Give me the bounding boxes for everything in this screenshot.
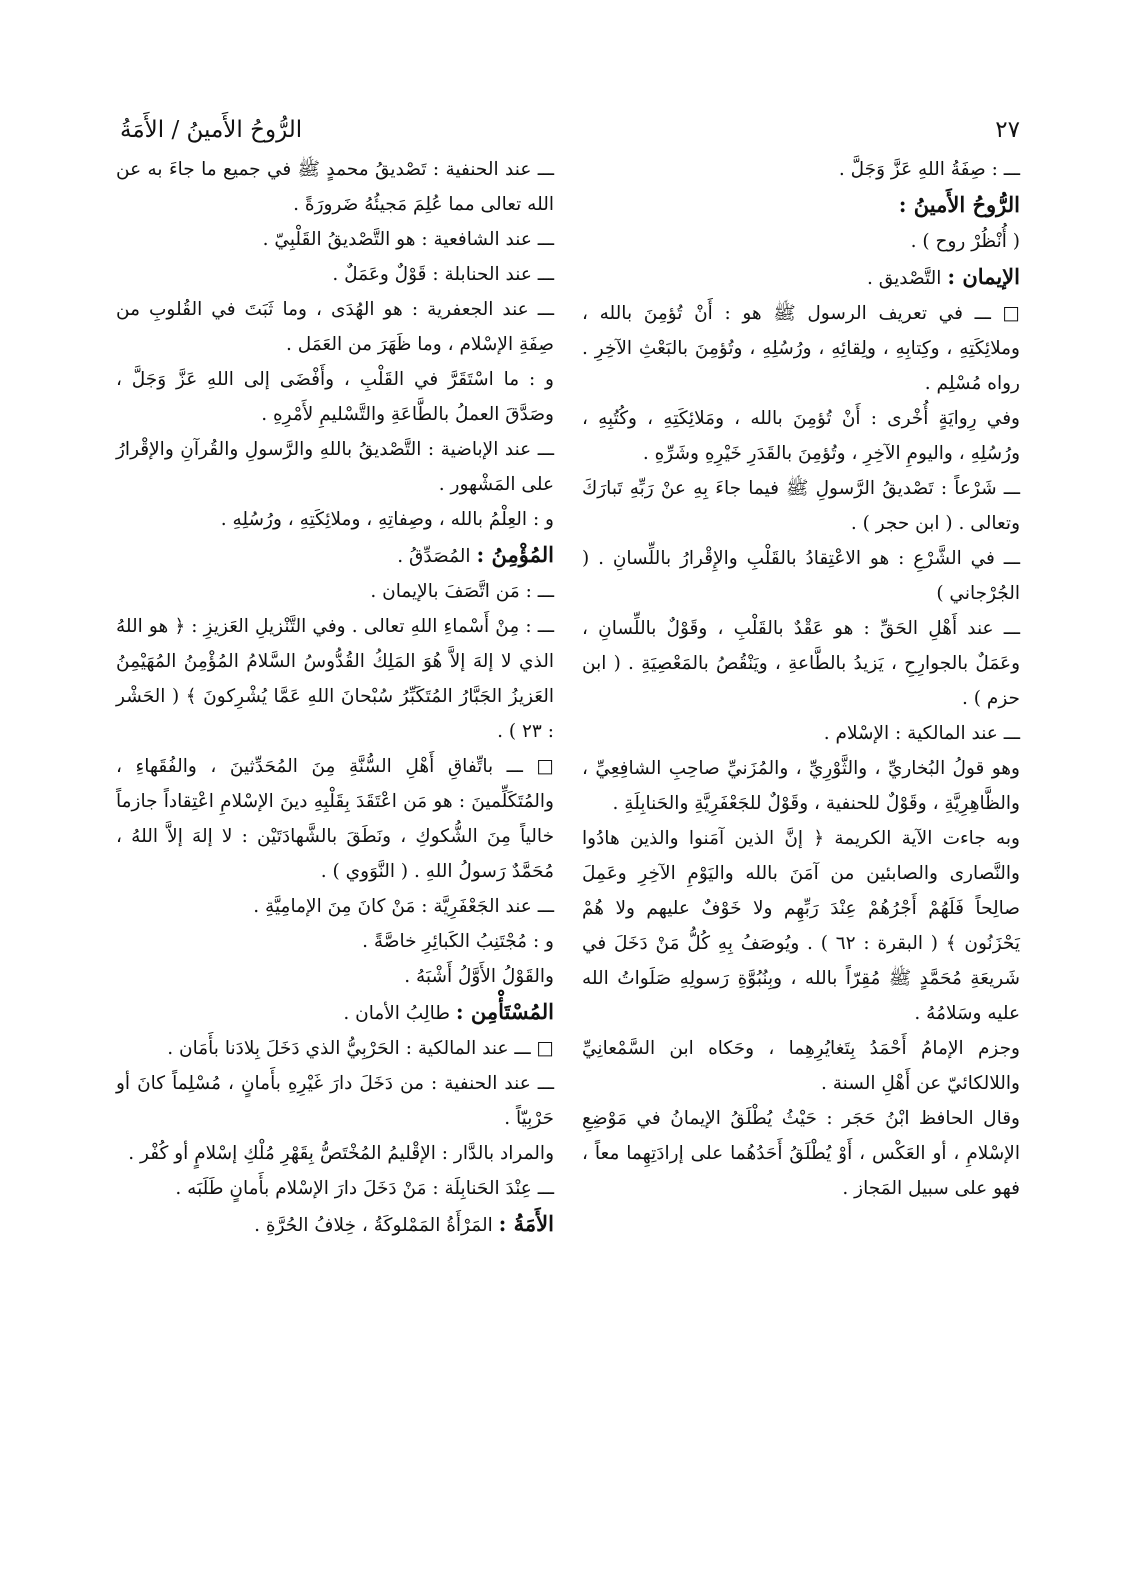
paragraph: والمراد بالدَّار : الإقْليمُ المُخْتَصُّ بِقَهْرِ مُلْكِ إسْلامٍ أو كُفْر . — [128, 1143, 554, 1164]
dictionary-entry — [582, 259, 1020, 296]
dictionary-entry — [116, 1206, 554, 1243]
paragraph: ـــ عند أَهْلِ الحَقِّ : هو عَقْدٌ بالقَلْبِ ، وقَوْلٌ باللِّسانِ ، وعَمَلٌ بالجوارِحِ ، يَزيدُ بالطَّاعةِ ، ويَنْقُصُ بالمَعْصِيَةِ . ( ابن حزم ) . — [582, 618, 1020, 709]
page-number: ٢٧ — [995, 117, 1020, 143]
paragraph: وفي رِوايَةٍ أُخْرى : أَنْ تُؤمِنَ بالله ، ومَلائِكَتِهِ ، وكُتُبِهِ ، ورُسُلِهِ ، واليومِ الآخِرِ ، وتُؤمِنَ بالقَدَرِ خَيْرِهِ وشَرِّهِ . — [582, 408, 1020, 464]
paragraph: وقال الحافظ ابْنُ حَجَر : حَيْثُ يُطْلَقُ الإيمانُ في مَوْضِعِ الإسْلامِ ، أو العَكْس ، أَوْ يُطْلَقُ أَحَدُهُما على إرادَتِهِما معاً ، فهو على سبيل المَجاز . — [582, 1108, 1020, 1199]
paragraph: ـــ : مِنْ أَسْماءِ اللهِ تعالى . وفي التَّنْزيلِ العَزيزِ : ﴿ هو اللهُ الذي لا إلهَ إلاَّ هُوَ المَلِكُ القُدُّوسُ السَّلامُ المُؤْمِنُ المُهَيْمِنُ العَزيزُ الجَبَّارُ المُتَكَبِّرُ سُبْحانَ اللهِ عَمَّا يُشْرِكونَ ﴾ ( الحَشْر : ٢٣ ) . — [116, 616, 554, 742]
paragraph: □ ـــ في تعريف الرسول ﷺ هو : أَنْ تُؤمِنَ بالله ، وملائِكَتِهِ ، وكِتابِهِ ، ولِقائِهِ ، ورُسُلِهِ ، وتُؤمِنَ بالبَعْثِ الآخِرِ . رواه مُسْلِم . — [582, 303, 1020, 394]
entry-definition: المُصَدِّقُ . — [397, 546, 477, 567]
paragraph: والقَوْلُ الأَوَّلُ أَشْبَهُ . — [404, 966, 554, 987]
paragraph: و : مُجْتَنِبُ الكَبائِرِ خاصَّةً . — [362, 931, 554, 952]
paragraph: و : العِلْمُ بالله ، وصِفاتِهِ ، وملائِكَتِهِ ، ورُسُلِهِ . — [220, 509, 554, 530]
running-title: الرُّوحُ الأَمينُ / الأَمَةُ — [120, 117, 303, 143]
paragraph: ـــ : مَن اتَّصَفَ بالإيمان . — [370, 581, 554, 602]
paragraph: ـــ شَرْعاً : تَصْديقُ الرَّسولِ ﷺ فيما جاءَ بِهِ عنْ رَبِّهِ تَبارَكَ وتعالى . ( ابن حجر ) . — [582, 478, 1020, 534]
paragraph: وبه جاءت الآية الكريمة ﴿ إنَّ الذين آمَنوا والذين هادُوا والنَّصارى والصابئين من آمَنَ بالله واليَوْمِ الآخِرِ وعَمِلَ صالِحاً فَلَهُمْ أَجْرُهُمْ عِنْدَ رَبِّهِم ولا خَوْفٌ عليهم ولا هُمْ يَحْزَنُون ﴾ ( البقرة : ٦٢ ) . ويُوصَفُ بِهِ كُلُّ مَنْ دَخَلَ في شَريعَةِ مُحَمَّدٍ ﷺ مُقِرّاً بالله ، وبِنُبُوَّةِ رَسولِهِ صَلَواتُ الله عليه وسَلامُهُ . — [582, 828, 1020, 1024]
paragraph: ـــ عند الشافعية : هو التَّصْديقُ القَلْبِيّ . — [262, 229, 554, 250]
paragraph: و : ما اسْتَقَرَّ في القَلْبِ ، وأَفْضَى إلى اللهِ عَزَّ وَجَلَّ ، وصَدَّقَ العملُ بالطَّاعَةِ والتَّسْليمِ لأَمْرِهِ . — [116, 369, 554, 425]
dictionary-entry — [582, 187, 1020, 224]
page-header — [120, 110, 1020, 150]
paragraph: ـــ عند الجعفرية : هو الهُدَى ، وما ثَبَتَ في القُلوبِ من صِفَةِ الإسْلام ، وما ظَهَرَ من العَمَل . — [116, 299, 554, 355]
paragraph: □ ـــ باتِّفاقِ أَهْلِ السُّنَّةِ مِنَ المُحَدِّثينَ ، والفُقَهاءِ ، والمُتَكَلِّمينَ : هو مَن اعْتَقَدَ بِقَلْبِهِ دينَ الإسْلامِ اعْتِقاداً جازماً خالياً مِنَ الشُّكوكِ ، ونَطَقَ بالشَّهادَتَيْن : لا إلهَ إلاَّ اللهُ ، مُحَمَّدٌ رَسولُ اللهِ . ( النَّوَوي ) . — [116, 756, 554, 882]
left-column — [116, 152, 554, 1243]
paragraph: ( أُنْظُرْ روح ) . — [910, 231, 1020, 252]
paragraph: ـــ عند الحنابلة : قَوْلٌ وعَمَلٌ . — [332, 264, 554, 285]
entry-definition: التَّصْديق . — [866, 268, 948, 289]
paragraph: ـــ عند الجَعْفَرِيَّة : مَنْ كانَ مِنَ الإمامِيَّةِ . — [253, 896, 554, 917]
entry-term: المُسْتَأْمِن : — [455, 999, 554, 1024]
paragraph: ـــ عند الحنفية : من دَخَلَ دارَ غَيْرِهِ بأَمانٍ ، مُسْلِماً كانَ أو حَرْبِيّاً . — [116, 1073, 554, 1129]
paragraph: □ ـــ عند المالكية : الحَرْبِيُّ الذي دَخَلَ بِلادَنا بأَمَان . — [167, 1038, 554, 1059]
paragraph: ـــ في الشَّرْعِ : هو الاعْتِقادُ بالقَلْبِ والإِقْرارُ باللِّسانِ . ( الجُرْجاني ) — [582, 548, 1020, 604]
paragraph: وهو قولُ البُخاريِّ ، والثَّوْرِيِّ ، والمُزَنيِّ صاحِبِ الشافِعِيِّ ، والظَّاهِرِيَّةِ ، وقَوْلٌ للحنفية ، وقَوْلٌ للجَعْفَرِيَّةِ والحَنابِلَةِ . — [582, 758, 1020, 814]
paragraph: ـــ عند الحنفية : تَصْديقُ محمدٍ ﷺ في جميع ما جاءَ به عن الله تعالى مما عُلِمَ مَجيئُهُ ضَرورَةً . — [116, 159, 554, 215]
entry-term: الرُّوحُ الأَمينُ : — [898, 192, 1020, 217]
entry-term: الأَمَةُ : — [498, 1211, 554, 1236]
paragraph: ـــ عِنْدَ الحَنابِلَة : مَنْ دَخَلَ دارَ الإسْلام بأَمانٍ طَلَبَه . — [175, 1178, 554, 1199]
paragraph: ـــ : صِفَةُ اللهِ عَزَّ وَجَلَّ . — [838, 159, 1020, 180]
entry-definition: المَرْأَةُ المَمْلوكَةُ ، خِلافُ الحُرَّةِ . — [254, 1215, 499, 1236]
paragraph: ـــ عند المالكية : الإسْلام . — [823, 723, 1020, 744]
paragraph: ـــ عند الإباضية : التَّصْديقُ باللهِ والرَّسولِ والقُرآنِ والإقْرارُ على المَشْهور . — [116, 439, 554, 495]
entry-definition: طالِبُ الأمان . — [343, 1003, 456, 1024]
dictionary-entry — [116, 994, 554, 1031]
entry-term: الإيمان : — [947, 264, 1020, 289]
entry-term: المُؤْمِنُ : — [476, 542, 554, 567]
right-column — [582, 152, 1020, 1206]
dictionary-entry — [116, 537, 554, 574]
paragraph: وجزم الإمامُ أَحْمَدُ بِتَغايُرِهِما ، وحَكاه ابن السَّمْعانِيِّ واللالكائيّ عن أَهْلِ السنة . — [582, 1038, 1020, 1094]
